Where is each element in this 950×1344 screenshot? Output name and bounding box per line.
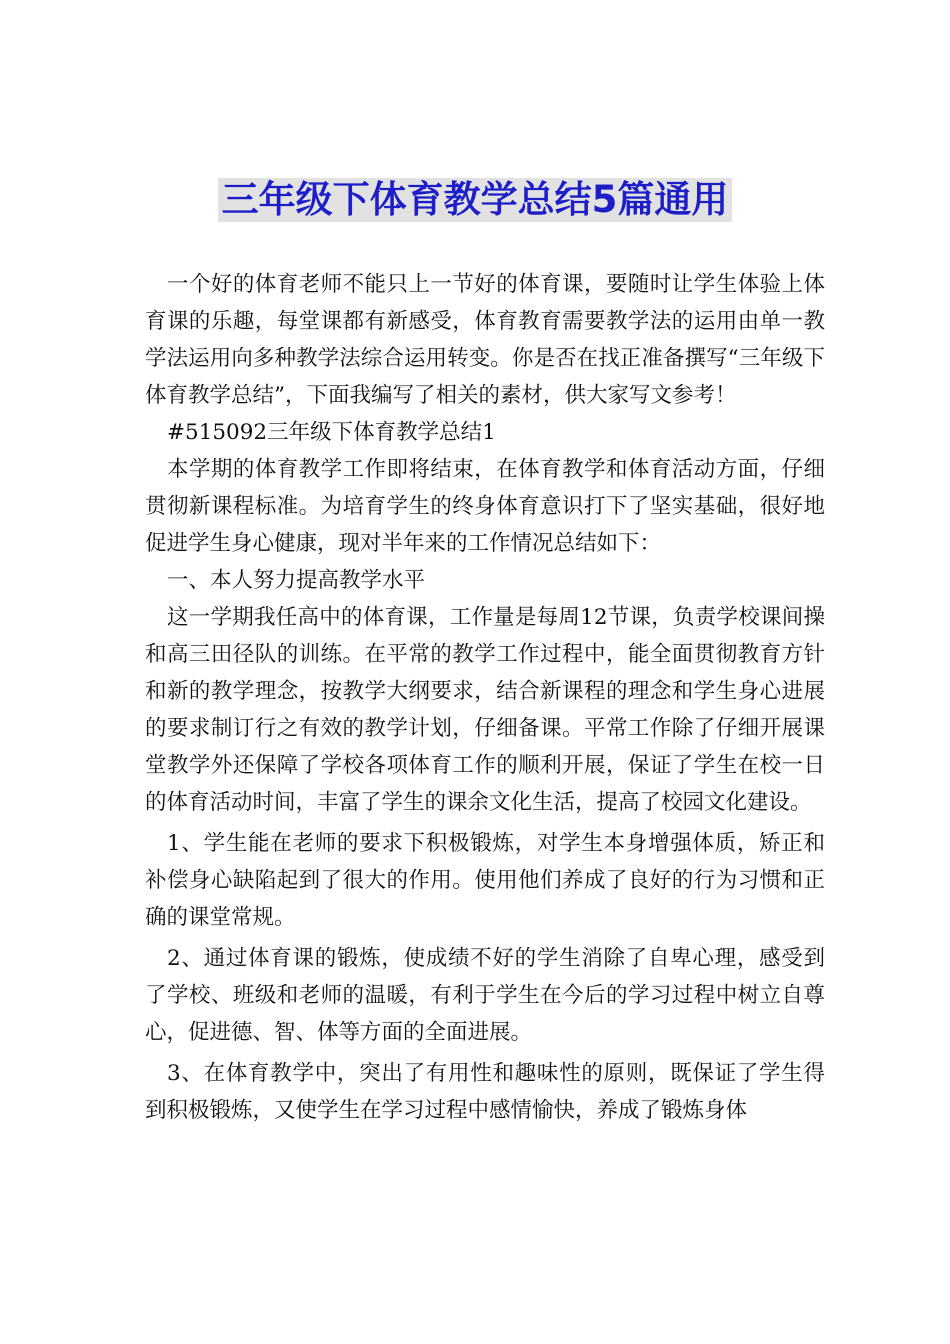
document-title: 三年级下体育教学总结5篇通用 <box>218 178 733 222</box>
list-item: 1、学生能在老师的要求下积极锻炼，对学生本身增强体质，矫正和补偿身心缺陷起到了很大的作用。使用他们养成了良好的行为习惯和正确的课堂常规。 <box>145 831 825 930</box>
paragraph-intro: 一个好的体育老师不能只上一节好的体育课，要随时让学生体验上体育课的乐趣，每堂课都有新感受，体育教育需要教学法的运用由单一教学法运用向多种教学法综合运用转变。你是否在找正准备撰写“三年级下体育教学总结”，下面我编写了相关的素材，供大家写文参考！ <box>145 272 825 408</box>
document-body <box>145 266 825 1129</box>
list-item: 2、通过体育课的锻炼，使成绩不好的学生消除了自卑心理，感受到了学校、班级和老师的温暖，有利于学生在今后的学习过程中树立自尊心，促进德、智、体等方面的全面进展。 <box>145 946 825 1045</box>
subheading: 一、本人努力提高教学水平 <box>167 568 426 593</box>
title-container <box>0 178 950 222</box>
paragraph: 这一学期我任高中的体育课，工作量是每周12节课，负责学校课间操和高三田径队的训练。在平常的教学工作过程中，能全面贯彻教育方针和新的教学理念，按教学大纲要求，结合新课程的理念和学生身心进展的要求制订行之有效的教学计划，仔细备课。平常工作除了仔细开展课堂教学外还保障了学校各项体育工作的顺利开展，保证了学生在校一日的体育活动时间，丰富了学生的课余文化生活，提高了校园文化建设。 <box>145 605 825 815</box>
section-heading: #515092三年级下体育教学总结1 <box>167 420 496 445</box>
paragraph: 本学期的体育教学工作即将结束，在体育教学和体育活动方面，仔细贯彻新课程标准。为培育学生的终身体育意识打下了坚实基础，很好地促进学生身心健康，现对半年来的工作情况总结如下： <box>145 457 825 556</box>
list-item: 3、在体育教学中，突出了有用性和趣味性的原则，既保证了学生得到积极锻炼，又使学生在学习过程中感情愉快，养成了锻炼身体 <box>145 1061 825 1123</box>
